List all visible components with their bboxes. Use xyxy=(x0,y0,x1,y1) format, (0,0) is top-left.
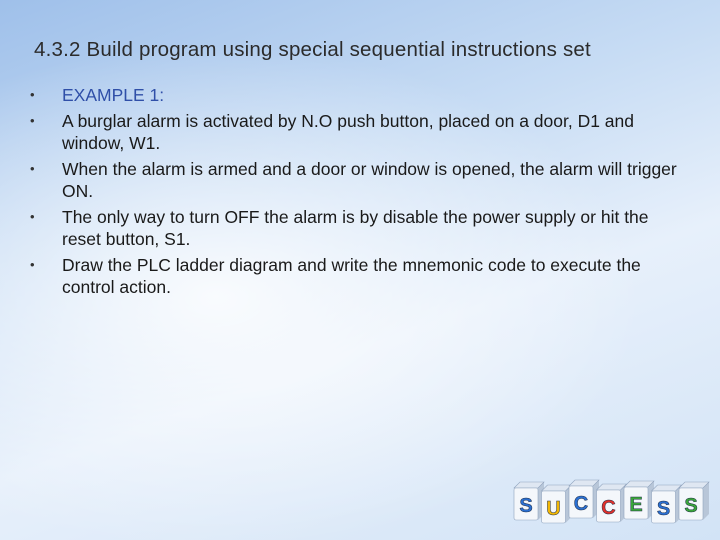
slide-title: 4.3.2 Build program using special sequential instructions set xyxy=(34,38,591,61)
bullet-item xyxy=(30,254,690,298)
bullet-item xyxy=(30,84,690,106)
logo-block-3 xyxy=(597,484,627,522)
bullet-text: The only way to turn OFF the alarm is by disable the power supply or hit the reset button, S1. xyxy=(62,207,649,249)
logo-block-5 xyxy=(652,485,682,523)
logo-letter: U xyxy=(546,498,561,520)
bullet-item xyxy=(30,206,690,250)
bullet-list xyxy=(30,84,690,302)
bullet-dot-icon: • xyxy=(30,257,35,272)
bullet-text: A burglar alarm is activated by N.O push button, placed on a door, D1 and window, W1. xyxy=(62,111,635,153)
logo-letter: S xyxy=(519,495,533,517)
bullet-dot-icon: • xyxy=(30,161,35,176)
logo-block-6 xyxy=(679,482,709,520)
bullet-text: When the alarm is armed and a door or window is opened, the alarm will trigger ON. xyxy=(62,159,677,201)
logo-letter: C xyxy=(573,493,589,515)
success-blocks-logo xyxy=(512,478,710,530)
logo-block-4 xyxy=(624,481,654,519)
logo-letter: S xyxy=(656,498,671,520)
bullet-dot-icon: • xyxy=(30,87,35,102)
logo-letter: E xyxy=(629,494,643,516)
bullet-dot-icon: • xyxy=(30,209,35,224)
logo-letter: S xyxy=(684,495,698,517)
bullet-item xyxy=(30,158,690,202)
bullet-text: Draw the PLC ladder diagram and write the mnemonic code to execute the control action. xyxy=(62,255,641,297)
bullet-dot-icon: • xyxy=(30,113,35,128)
bullet-text: EXAMPLE 1: xyxy=(62,85,165,105)
logo-block-2 xyxy=(569,480,599,518)
logo-block-0 xyxy=(514,482,544,520)
logo-block-1 xyxy=(542,485,572,523)
bullet-item xyxy=(30,110,690,154)
logo-letter: C xyxy=(601,497,616,519)
